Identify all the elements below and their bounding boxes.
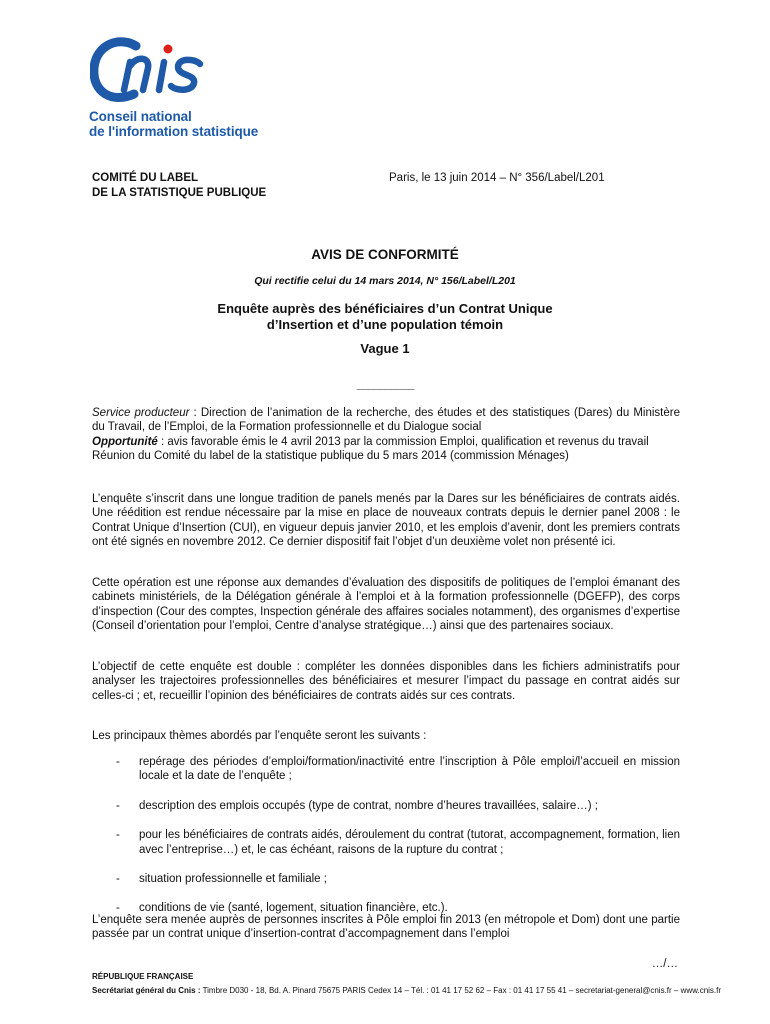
bullet-dash: -	[116, 902, 120, 915]
theme-text: description des emplois occupés (type de contrat, nombre d’heures travaillées, salaire…) ;	[139, 799, 598, 812]
survey-subject	[0, 301, 770, 333]
producer-service-label: Service producteur	[92, 407, 190, 419]
themes-list	[92, 755, 680, 931]
paragraph-demand: Cette opération est une réponse aux demandes d’évaluation des dispositifs de politiques de l’emploi émanant des cabinets ministériels, de la Délégation générale à l’emploi et à la formation professionnelle (DGEFP), des corps d’inspection (Cour des comptes, Inspection générale des affaires sociales notamment), des organismes d’expertise (Conseil d’orientation pour l’emploi, Centre d’analyse stratégique…) ainsi que des partenaires sociaux.	[92, 577, 680, 633]
list-item	[92, 799, 680, 813]
committee-name	[92, 171, 266, 201]
theme-text: situation professionnelle et familiale ;	[139, 873, 327, 886]
bullet-dash: -	[116, 873, 120, 886]
committee-line-2: DE LA STATISTIQUE PUBLIQUE	[92, 187, 267, 199]
notice-metadata	[92, 406, 680, 464]
committee-line-1: COMITÉ DU LABEL	[92, 172, 199, 184]
opportunity-text: : avis favorable émis le 4 avril 2013 par la commission Emploi, qualification et revenus du travail	[157, 435, 649, 448]
bullet-dash: -	[116, 756, 120, 768]
list-item	[92, 755, 680, 784]
list-item	[92, 872, 680, 886]
cnis-logo	[86, 30, 259, 139]
bullet-dash: -	[116, 799, 120, 812]
list-item	[92, 828, 680, 857]
bullet-dash: -	[116, 829, 120, 842]
survey-subject-line-1: Enquête auprès des bénéficiaires d’un Contrat Unique	[217, 301, 553, 316]
paragraph-context: L’enquête s’inscrit dans une longue tradition de panels menés par la Dares sur les bénéficiaires de contrats aidés. Une réédition est rendue nécessaire par la mise en place de nouveaux contrats depuis le dernier panel 2008 : le Contrat Unique d’Insertion (CUI), en vigueur depuis janvier 2010, et les emplois d’avenir, dont les premiers contrats ont été signés en novembre 2012. Ce dernier dispositif fait l’objet d’un deuxième volet non présenté ici.	[92, 493, 680, 549]
document-title: AVIS DE CONFORMITÉ	[311, 247, 459, 262]
title-separator: __________	[356, 377, 414, 391]
page-footer	[92, 970, 721, 998]
opportunity-label: Opportunité	[92, 435, 158, 448]
logo-org-line-2: de l'information statistique	[89, 124, 259, 139]
meeting-info: Réunion du Comité du label de la statistique publique du 5 mars 2014 (commission Ménages)	[92, 450, 569, 463]
survey-subject-line-2: d’Insertion et d’une population témoin	[266, 317, 504, 332]
place-date-reference: Paris, le 13 juin 2014 – N° 356/Label/L201	[389, 172, 605, 184]
opportunity	[92, 435, 680, 449]
logo-organization-name	[89, 109, 258, 139]
footer-secretariat-text: Timbre D030 - 18, Bd. A. Pinard 75675 PARIS Cedex 14 – Tél. : 01 41 17 52 62 – Fax : 01 41 17 55 41 – secretariat-general@cnis.fr – www.cnis.fr	[200, 986, 722, 995]
theme-text: pour les bénéficiaires de contrats aidés, déroulement du contrat (tutorat, accompagnement, formation, lien avec l’entreprise…) et, le cas échéant, raisons de la rupture du contrat ;	[139, 829, 680, 856]
survey-wave: Vague 1	[360, 341, 410, 356]
paragraph-themes-intro: Les principaux thèmes abordés par l’enquête seront les suivants :	[92, 730, 427, 742]
cnis-logo-icon	[90, 30, 220, 108]
logo-org-line-1: Conseil national	[89, 109, 192, 124]
rectification-note: Qui rectifie celui du 14 mars 2014, N° 156/Label/L201	[254, 275, 516, 287]
producer-service-text: : Direction de l’animation de la recherche, des études et des statistiques (Dares) du Ministère du Travail, de l’Emploi, de la Formation professionnelle et du Dialogue social	[92, 407, 680, 434]
footer-secretariat-label: Secrétariat général du Cnis :	[92, 986, 201, 995]
producer-service	[92, 406, 680, 435]
paragraph-objective: L’objectif de cette enquête est double : compléter les données disponibles dans les fichiers administratifs pour analyser les trajectoires professionnelles des bénéficiaires et mesurer l’impact du passage en contrat aidés sur celles-ci ; et, recueillir l’opinion des bénéficiaires de contrats aidés sur ces contrats.	[92, 661, 680, 702]
paragraph-population: L’enquête sera menée auprès de personnes inscrites à Pôle emploi fin 2013 (en métropole et Dom) dont une partie passée par un contrat unique d’insertion-contrat d’accompagnement dans l’emploi	[92, 914, 680, 941]
theme-text: conditions de vie (santé, logement, situation financière, etc.).	[139, 902, 448, 915]
footer-secretariat	[92, 984, 721, 998]
page-continued-marker: …/…	[651, 958, 678, 970]
footer-republic: RÉPUBLIQUE FRANÇAISE	[92, 972, 194, 981]
theme-text: repérage des périodes d’emploi/formation/inactivité entre l’inscription à Pôle emploi/l’accueil en mission locale et la date de l’enquête ;	[139, 756, 680, 783]
